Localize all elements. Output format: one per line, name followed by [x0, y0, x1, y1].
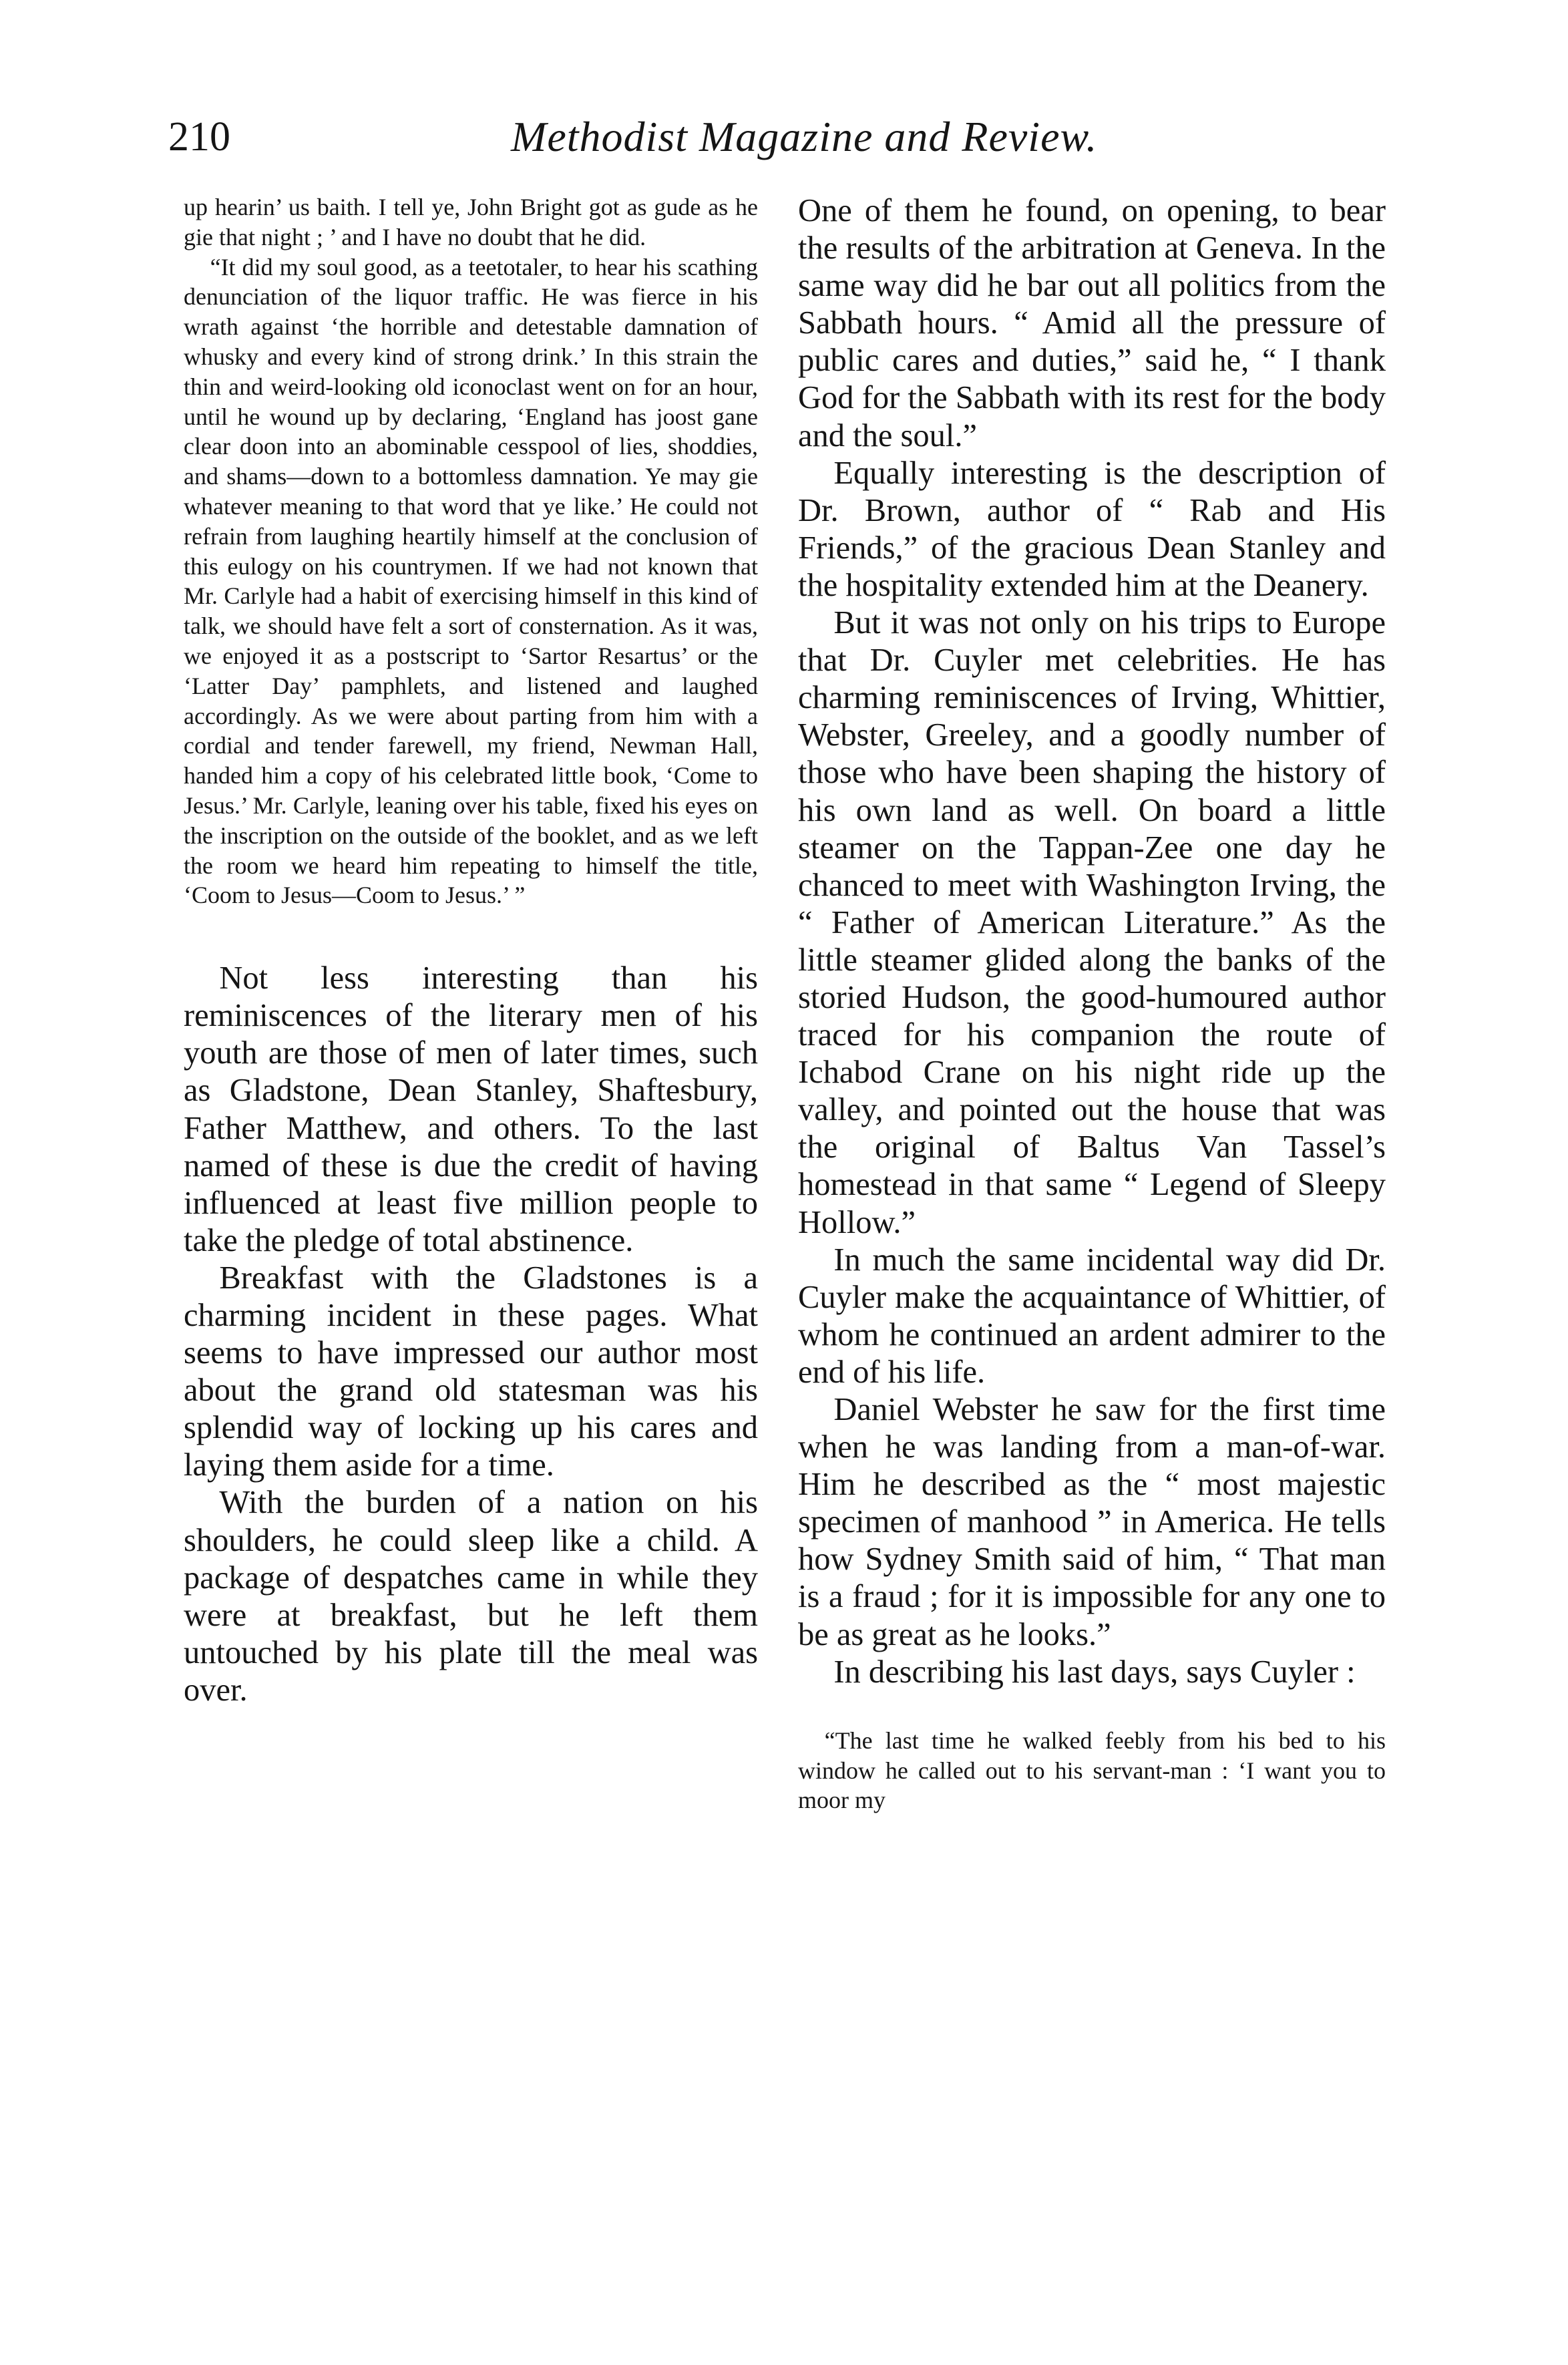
body-paragraph: In describing his last days, says Cuyler : — [833, 1654, 1356, 1690]
body-paragraph: Not less interesting than his reminiscences of the literary men of his youth are those of men of later times, such as Gladstone, Dean Stanley, Shaftesbury, Father Matthew, and others. To the last named of these is due the credit of having influenced at least five million people to take the pledge of total abstinence. — [184, 960, 758, 1258]
webster-quote: “The last time he walked feebly from his bed to his window he called out to his servant-man : ‘I want you to moor my — [798, 1726, 1386, 1814]
running-title: Methodist Magazine and Review. — [511, 113, 1098, 160]
body-paragraph: But it was not only on his trips to Europe that Dr. Cuyler met celebrities. He has charming reminiscences of Irving, Whittier, Webster, Greeley, and a goodly number of those who have been shaping the history of his own land as well. On board a little steamer on the Tappan-Zee one day he chanced to meet with Washington Irving, the “ Father of American Literature.” As the little steamer glided along the banks of the storied Hudson, the good-humoured author traced for his companion the route of Ichabod Crane on his night ride up the valley, and pointed out the house that was the original of Baltus Van Tassel’s homestead in that same “ Legend of Sleepy Hollow.” — [798, 605, 1386, 1240]
body-paragraph: With the burden of a nation on his shoulders, he could sleep like a child. A package of despatches came in while they were at breakfast, but he left them untouched by his plate till the meal was over. — [184, 1485, 758, 1708]
page-header — [0, 100, 1568, 174]
body-paragraph: One of them he found, on opening, to bear the results of the arbitration at Geneva. In the same way did he bar out all politics from the Sabbath hours. “ Amid all the pressure of public cares and duties,” said he, “ I thank God for the Sabbath with its rest for the body and the soul.” — [798, 193, 1386, 453]
body-paragraph: In much the same incidental way did Dr. Cuyler make the acquaintance of Whittier, of whom he continued an ardent admirer to the end of his life. — [798, 1242, 1386, 1390]
body-paragraph: Breakfast with the Gladstones is a charming incident in these pages. What seems to have impressed our author most about the grand old statesman was his splendid way of locking up his cares and laying them aside for a time. — [184, 1260, 758, 1483]
carlyle-quote-paragraph: “It did my soul good, as a teetotaler, to hear his scathing denunciation of the liquor traffic. He was fierce in his wrath against ‘the horrible and detestable damnation of whusky and every kind of strong drink.’ In this strain the thin and weird-looking old iconoclast went on for an hour, until he wound up by declaring, ‘England has joost gane clear doon into an abominable cesspool of lies, shoddies, and shams—down to a bottomless damnation. Ye may gie whatever meaning to that word that ye like.’ He could not refrain from laughing heartily himself at the conclusion of this eulogy on his countrymen. If we had not known that Mr. Carlyle had a habit of exercising himself in this kind of talk, we should have felt a sort of consternation. As it was, we enjoyed it as a postscript to ‘Sartor Resartus’ or the ‘Latter Day’ pamphlets, and listened and laughed accordingly. As we were about parting from him with a cordial and tender farewell, my friend, Newman Hall, handed him a copy of his celebrated little book, ‘Come to Jesus.’ Mr. Carlyle, leaning over his table, fixed his eyes on the inscription on the outside of the booklet, and as we left the room we heard him repeating to himself the title, ‘Coom to Jesus—Coom to Jesus.’ ” — [184, 253, 758, 909]
left-column — [184, 192, 758, 1709]
body-paragraph: Equally interesting is the description of Dr. Brown, author of “ Rab and His Friends,” of the gracious Dean Stanley and the hospitality extended him at the Deanery. — [798, 455, 1386, 603]
body-paragraph: Daniel Webster he saw for the first time when he was landing from a man-of-war. Him he described as the “ most majestic specimen of manhood ” in America. He tells how Sydney Smith said of him, “ That man is a fraud ; for it is impossible for any one to be as great as he looks.” — [798, 1392, 1386, 1652]
page-number: 210 — [168, 114, 230, 160]
carlyle-quote-continuation: up hearin’ us baith. I tell ye, John Bright got as gude as he gie that night ; ’ and I have no doubt that he did. — [184, 194, 758, 250]
right-column — [798, 192, 1386, 1815]
